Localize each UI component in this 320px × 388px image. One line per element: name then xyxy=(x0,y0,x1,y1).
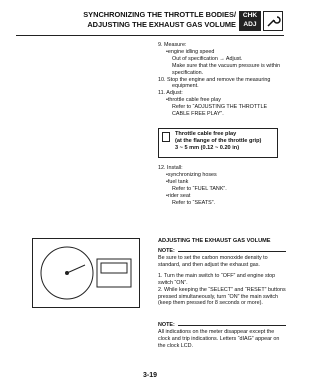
badge-line-2: ADJ xyxy=(243,21,257,28)
bullet-rider-seat: •rider seat xyxy=(166,192,191,199)
steps-mid xyxy=(158,165,286,206)
badge-line-1: CHK xyxy=(242,12,258,19)
spec-icon xyxy=(162,132,170,142)
line-equipment: equipment. xyxy=(172,83,199,90)
bullet-fuel-tank: •fuel tank xyxy=(166,178,189,185)
spec-line-2: (at the flange of the throttle grip) xyxy=(175,138,262,144)
page-header xyxy=(0,10,300,34)
step-1: 1. Turn the main switch to “OFF” and engine stop switch “ON”. xyxy=(158,272,276,286)
spec-box xyxy=(158,128,278,158)
step-9: 9. Measure: xyxy=(158,42,187,48)
meter-illustration xyxy=(32,238,140,308)
bullet-throttle-play: •throttle cable free play xyxy=(166,97,221,104)
note-rule-1 xyxy=(178,251,286,252)
wrench-icon xyxy=(263,11,283,31)
page-title xyxy=(83,10,236,29)
line-out-spec: Out of specification → Adjust. xyxy=(172,55,243,62)
line-refer-1: Refer to “ADJUSTING THE THROTTLE xyxy=(172,104,268,111)
section2-note2 xyxy=(158,329,286,350)
bullet-sync-hoses: •synchronizing hoses xyxy=(166,171,217,178)
steps-top xyxy=(158,42,286,118)
line-refer-seats: Refer to “SEATS”. xyxy=(172,199,216,206)
meter-drawing xyxy=(33,239,139,307)
step-2: 2. While keeping the “SELECT” and “RESET” buttons pressed simultaneously, turn “ON” the main switch (keep them pressed for 8 seconds or more). xyxy=(158,286,286,307)
step-10: 10. Stop the engine and remove the measuring xyxy=(158,76,271,83)
line-spec: specification. xyxy=(172,69,204,76)
note-text-2: All indications on the meter disappear except the clock and trip indications. Letters “dIAG” appear on the clock LCD. xyxy=(158,329,280,349)
line-refer-2: CABLE FREE PLAY”. xyxy=(172,111,224,118)
page-number: 3-19 xyxy=(142,372,157,379)
line-refer-fuel: Refer to “FUEL TANK”. xyxy=(172,185,227,192)
note-text-1: Be sure to set the carbon monoxide density to standard, and then adjust the exhaust gas. xyxy=(158,255,268,268)
step-11: 11. Adjust: xyxy=(158,90,183,97)
note-rule-2 xyxy=(178,325,286,326)
line-vacuum: Make sure that the vacuum pressure is within xyxy=(172,62,281,69)
spec-line-1: Throttle cable free play xyxy=(175,131,237,137)
spec-text xyxy=(175,131,261,152)
section-title: ADJUSTING THE EXHAUST GAS VOLUME xyxy=(158,238,271,244)
note-label-1: NOTE: xyxy=(158,248,175,254)
note-label-2: NOTE: xyxy=(158,322,175,328)
wrench-glyph xyxy=(264,12,282,30)
bullet-engine-idle: •engine idling speed xyxy=(166,48,215,55)
spec-line-3: 3 ~ 5 mm (0.12 ~ 0.20 in) xyxy=(175,145,240,151)
step-12: 12. Install: xyxy=(158,165,183,171)
chk-adj-badge xyxy=(239,11,261,31)
title-line-2: ADJUSTING THE EXHAUST GAS VOLUME xyxy=(87,19,236,29)
header-rule xyxy=(16,35,284,36)
title-line-1: SYNCHRONIZING THE THROTTLE BODIES/ xyxy=(83,10,236,19)
section2-body xyxy=(158,255,286,307)
